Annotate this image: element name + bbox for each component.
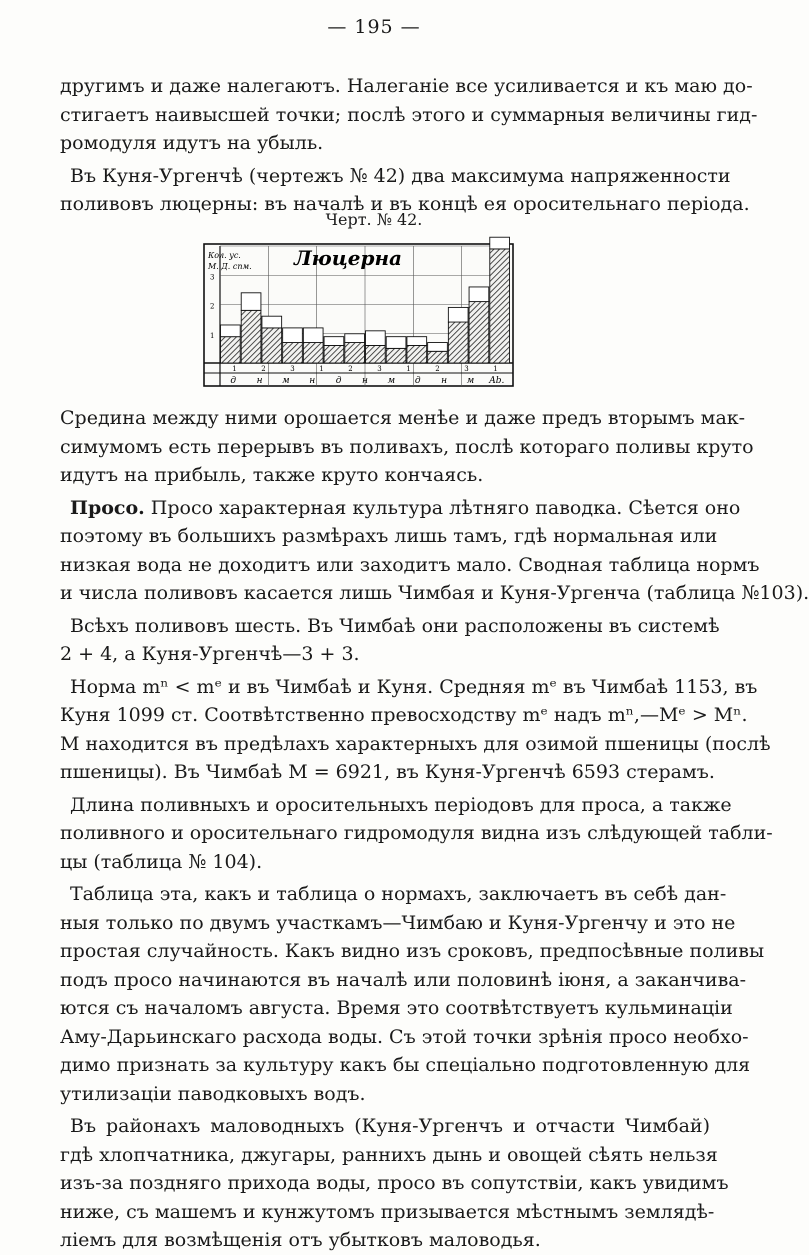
bar-white xyxy=(448,307,468,322)
text-line: Длина поливныхъ и оросительныхъ періодовъ для проса, а также xyxy=(70,793,732,816)
bar-white xyxy=(490,237,510,249)
paragraph-proso xyxy=(60,494,809,608)
bar-hatched xyxy=(303,343,323,363)
x-row-label: 3 xyxy=(464,365,469,373)
text-line: подъ просо начинаются въ началѣ или половинѣ іюня, а заканчива- xyxy=(60,968,747,991)
x-word-label: д xyxy=(230,376,237,386)
text-line: пшеницы). Въ Чимбаѣ M = 6921, въ Куня-Ургенчѣ 6593 стерамъ. xyxy=(60,761,715,783)
text-line: ромодуля идутъ на убыль. xyxy=(60,132,324,154)
x-word-label: д xyxy=(414,376,421,386)
bar-white xyxy=(386,337,406,349)
text-line: ются съ началомъ августа. Время это соотвѣтствуетъ кульминаціи xyxy=(60,997,733,1019)
lucerne-irrigation-chart xyxy=(196,241,516,391)
text-line: ныя только по двумъ участкамъ—Чимбаю и Куня-Ургенчу и это не xyxy=(60,911,736,934)
x-word-label: н xyxy=(309,376,316,386)
bar-hatched xyxy=(241,310,261,363)
text-line: Въ Куня-Ургенчѣ (чертежъ № 42) два максимума напряженности xyxy=(70,164,731,187)
bar-hatched xyxy=(428,351,448,363)
x-row-label: 1 xyxy=(406,365,411,373)
x-word-label: н xyxy=(362,376,368,386)
text-line: простая случайность. Какъ видно изъ сроковъ, предпосѣвные поливы xyxy=(60,940,765,962)
text-line: димо признать за культуру какъ бы спеціально подготовленную для xyxy=(60,1054,751,1076)
text-span: Просо характерная культура лѣтняго паводка. Сѣется оно xyxy=(144,496,741,519)
text-line: поэтому въ большихъ размѣрахъ лишь тамъ, гдѣ нормальная или xyxy=(60,525,718,547)
paragraph-1 xyxy=(60,72,758,158)
bar-white xyxy=(262,316,282,328)
text-line: Въ районахъ маловодныхъ (Куня-Ургенчъ и отчасти Чимбай) xyxy=(70,1115,710,1137)
bar-hatched xyxy=(366,345,386,363)
text-line: M находится въ предѣлахъ характерныхъ для озимой пшеницы (послѣ xyxy=(60,732,771,755)
x-row-label: 3 xyxy=(377,365,382,373)
bar-white xyxy=(366,331,386,346)
page-number: — 195 — xyxy=(327,16,421,38)
bar-hatched xyxy=(345,343,365,363)
text-line: низкая вода не доходитъ или заходитъ мало. Сводная таблица нормъ xyxy=(60,553,760,576)
x-row-label: 2 xyxy=(435,365,440,373)
x-row-label: 3 xyxy=(290,365,295,373)
axis-header: М. Д. спм. xyxy=(208,262,252,271)
text-line: Всѣхъ поливовъ шесть. Въ Чимбаѣ они расположены въ системѣ xyxy=(70,614,720,637)
x-word-label: м xyxy=(466,376,475,386)
x-row-label: 1 xyxy=(232,365,237,373)
bar-white xyxy=(241,293,261,311)
bar-hatched xyxy=(469,302,489,363)
x-word-label: Ab. xyxy=(489,376,505,386)
bar-hatched xyxy=(283,343,303,363)
x-word-label: н xyxy=(441,376,448,386)
body-text xyxy=(60,404,809,1255)
text-line: поливовъ люцерны: въ началѣ и въ концѣ ея оросительнаго періода. xyxy=(60,193,750,215)
paragraph-7 xyxy=(60,791,773,877)
axis-header: Кол. ус. xyxy=(208,251,241,260)
x-row-label: 2 xyxy=(348,365,353,373)
section-lead: Просо. xyxy=(70,496,145,519)
x-word-label: н xyxy=(256,376,263,386)
text-line xyxy=(60,494,741,523)
bar-white xyxy=(428,343,448,352)
bar-hatched xyxy=(324,345,344,363)
text-line: Аму-Дарьинскаго расхода воды. Съ этой точки зрѣнія просо необхо- xyxy=(60,1025,749,1048)
bar-white xyxy=(324,337,344,346)
text-line: Таблица эта, какъ и таблица о нормахъ, заключаетъ въ себѣ дан- xyxy=(70,883,727,905)
text-line: ниже, съ машемъ и кунжутомъ призывается мѣстнымъ землядѣ- xyxy=(60,1200,715,1223)
bar-hatched xyxy=(262,328,282,363)
x-word-label: д xyxy=(335,376,342,386)
text-line: Средина между ними орошается менѣе и даже предъ вторымъ мак- xyxy=(60,407,746,429)
text-line: 2 + 4, а Куня-Ургенчѣ—3 + 3. xyxy=(60,643,360,665)
text-line: цы (таблица № 104). xyxy=(60,850,263,873)
paragraph-6 xyxy=(60,673,771,787)
bar-hatched xyxy=(490,249,510,363)
text-line: Норма mⁿ < mᵉ и въ Чимбаѣ и Куня. Средняя mᵉ въ Чимбаѣ 1153, въ xyxy=(70,675,758,698)
x-row-label: 1 xyxy=(493,365,498,373)
text-line: ліемъ для возмѣщенія отъ убытковъ маловодья. xyxy=(60,1229,541,1251)
bar-hatched xyxy=(448,322,468,363)
bar-white xyxy=(407,337,427,346)
x-row-label: 1 xyxy=(319,365,324,373)
y-tick-label: 1 xyxy=(210,331,215,340)
y-tick-label: 2 xyxy=(210,302,215,311)
text-line: другимъ и даже налегаютъ. Налеганіе все усиливается и къ маю до- xyxy=(60,75,753,97)
text-line: и числа поливовъ касается лишь Чимбая и Куня-Ургенча (таблица №103). xyxy=(60,582,809,604)
text-line: утилизаціи паводковыхъ водъ. xyxy=(60,1082,366,1105)
text-line: поливного и оросительнаго гидромодуля видна изъ слѣдующей табли- xyxy=(60,822,773,844)
paragraph-8 xyxy=(60,880,765,1108)
bar-hatched xyxy=(221,337,241,363)
bar-white xyxy=(469,287,489,302)
bar-hatched xyxy=(386,348,406,363)
text-line: идутъ на прибыль, также круто кончаясь. xyxy=(60,464,484,486)
paragraph-5 xyxy=(60,612,720,669)
text-line: стигаетъ наивысшей точки; послѣ этого и суммарныя величины гид- xyxy=(60,103,758,126)
bar-white xyxy=(303,328,323,343)
text-line: Куня 1099 ст. Соотвѣтственно превосходству mᵉ надъ mⁿ,—Mᵉ > Mⁿ. xyxy=(60,704,748,726)
text-line: гдѣ хлопчатника, джугары, раннихъ дынь и овощей сѣять нельзя xyxy=(60,1143,718,1166)
text-line: симумомъ есть перерывъ въ поливахъ, послѣ котораго поливы круто xyxy=(60,435,754,458)
y-tick-label: 3 xyxy=(210,273,215,282)
paragraph-3 xyxy=(60,404,754,490)
top-text xyxy=(60,72,758,219)
text-line: изъ-за поздняго прихода воды, просо въ сопутствіи, какъ увидимъ xyxy=(60,1172,729,1194)
bar-white xyxy=(345,334,365,343)
bar-white xyxy=(283,328,303,343)
x-word-label: м xyxy=(282,376,290,386)
x-word-label: м xyxy=(387,376,396,386)
chart-title: Люцерна xyxy=(293,246,403,270)
figure-caption: Черт. № 42. xyxy=(325,210,423,229)
bar-hatched xyxy=(407,345,427,363)
bar-white xyxy=(221,325,241,337)
paragraph-9 xyxy=(60,1112,729,1255)
x-row-label: 2 xyxy=(261,365,266,373)
